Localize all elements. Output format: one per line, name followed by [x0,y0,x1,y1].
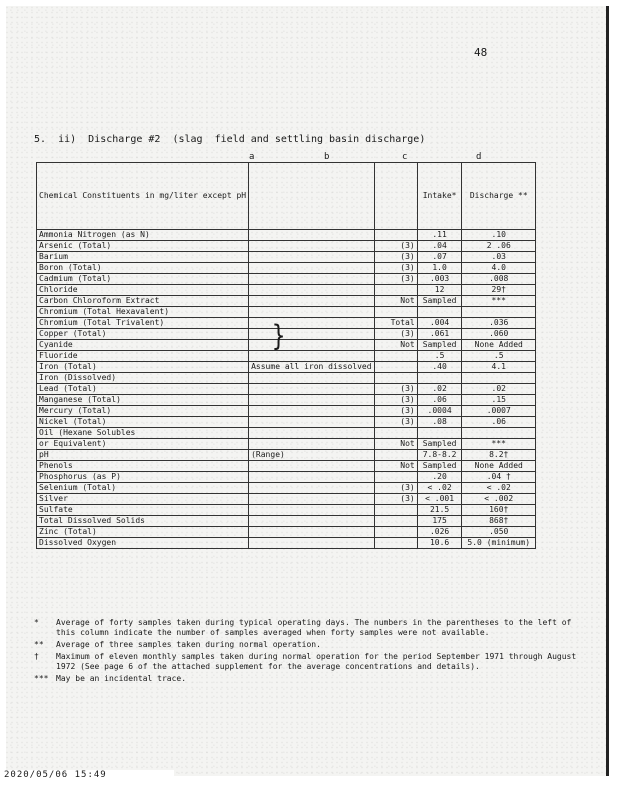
table-row [37,384,536,395]
discharge-value: 868† [462,516,536,527]
constituent-name: Mercury (Total) [37,406,249,417]
table-row [37,538,536,549]
col-a-value: Assume all iron dissolved [249,362,374,373]
col-b-value [374,450,417,461]
col-a-value [249,373,374,384]
constituent-name: Cadmium (Total) [37,274,249,285]
col-a-value [249,230,374,241]
table-row [37,483,536,494]
discharge-value: .0007 [462,406,536,417]
col-a-value [249,252,374,263]
brace-mark: } [272,320,286,353]
table-row [37,527,536,538]
col-b-value: (3) [374,483,417,494]
table-row [37,406,536,417]
col-b-value: (3) [374,241,417,252]
col-b-value [374,516,417,527]
col-a-value [249,505,374,516]
col-a-value [249,340,374,351]
discharge-value [462,428,536,439]
constituent-name: Selenium (Total) [37,483,249,494]
intake-value [417,428,462,439]
table-row [37,362,536,373]
table-row [37,494,536,505]
col-b-value [374,351,417,362]
intake-value: 10.6 [417,538,462,549]
column-letter-b: b [324,152,330,162]
discharge-value: < .002 [462,494,536,505]
col-b-value: Not [374,439,417,450]
intake-value: < .001 [417,494,462,505]
discharge-value: *** [462,439,536,450]
footnote-text: Average of forty samples taken during typical operating days. The numbers in the parentheses to the left of this column indicate the number of samples averaged when forty samples were not available. [56,618,572,637]
table-row [37,450,536,461]
constituent-name: Sulfate [37,505,249,516]
discharge-value: < .02 [462,483,536,494]
col-b-value: (3) [374,395,417,406]
col-b-value: Not [374,461,417,472]
col-b-value [374,538,417,549]
table-row [37,274,536,285]
discharge-value: 4.0 [462,263,536,274]
col-a-value [249,329,374,340]
constituent-name: Total Dissolved Solids [37,516,249,527]
constituents-table [36,162,536,549]
discharge-value: .036 [462,318,536,329]
intake-value: .04 [417,241,462,252]
constituent-name: Ammonia Nitrogen (as N) [37,230,249,241]
col-a-value [249,538,374,549]
constituent-name: Silver [37,494,249,505]
intake-value: 1.0 [417,263,462,274]
col-b-value [374,373,417,384]
intake-value: 175 [417,516,462,527]
col-a-value [249,263,374,274]
constituent-name: Phosphorus (as P) [37,472,249,483]
footnote [34,640,594,650]
table-row [37,252,536,263]
col-a-value [249,483,374,494]
constituent-name: Oil (Hexane Solubles [37,428,249,439]
col-b-value [374,472,417,483]
page-number: 48 [474,46,488,59]
constituent-name: Iron (Dissolved) [37,373,249,384]
col-b-value: (3) [374,252,417,263]
discharge-value: 2 .06 [462,241,536,252]
footnote-text: May be an incidental trace. [56,674,187,683]
table-row [37,329,536,340]
col-a-value [249,417,374,428]
constituent-name: Carbon Chloroform Extract [37,296,249,307]
constituent-name: Chloride [37,285,249,296]
table-row [37,516,536,527]
print-timestamp: 2020/05/06 15:49 [0,770,174,784]
intake-value [417,307,462,318]
table-row [37,241,536,252]
discharge-value: .15 [462,395,536,406]
footnote-mark: † [34,652,39,661]
col-a-value [249,472,374,483]
col-a-value [249,428,374,439]
section-heading: 5. ii) Discharge #2 (slag field and settling basin discharge) [34,134,426,145]
constituent-name: Barium [37,252,249,263]
discharge-value: 5.0 (minimum) [462,538,536,549]
intake-value: .06 [417,395,462,406]
constituent-name: Phenols [37,461,249,472]
constituent-name: Chromium (Total Trivalent) [37,318,249,329]
discharge-value: 4.1 [462,362,536,373]
intake-value: .026 [417,527,462,538]
intake-value: .5 [417,351,462,362]
discharge-value: 160† [462,505,536,516]
footnotes [34,618,594,686]
table-row [37,285,536,296]
col-a-value [249,384,374,395]
column-letter-d: d [476,152,482,162]
intake-value: Sampled [417,340,462,351]
intake-value: < .02 [417,483,462,494]
constituent-name: Copper (Total) [37,329,249,340]
discharge-value: 8.2† [462,450,536,461]
constituent-name: Zinc (Total) [37,527,249,538]
constituent-name: Fluoride [37,351,249,362]
footnote [34,618,594,638]
column-letter-c: c [402,152,408,162]
col-a-value [249,296,374,307]
discharge-value: 29† [462,285,536,296]
constituent-name: or Equivalent) [37,439,249,450]
col-a-value [249,461,374,472]
col-b-value: (3) [374,406,417,417]
column-letter-a: a [249,152,255,162]
discharge-value: .060 [462,329,536,340]
col-b-value [374,230,417,241]
constituent-name: Iron (Total) [37,362,249,373]
col-a-value [249,527,374,538]
intake-value: .40 [417,362,462,373]
discharge-value: .008 [462,274,536,285]
col-b-value: (3) [374,329,417,340]
col-b-value [374,362,417,373]
table-row [37,472,536,483]
table-row [37,307,536,318]
table-row [37,505,536,516]
table-row [37,439,536,450]
table-row [37,461,536,472]
discharge-value: None Added [462,461,536,472]
table-row [37,230,536,241]
intake-value: .061 [417,329,462,340]
footnote-text: Average of three samples taken during normal operation. [56,640,321,649]
col-b-value: (3) [374,384,417,395]
table-row [37,318,536,329]
col-b-value [374,527,417,538]
constituent-name: Nickel (Total) [37,417,249,428]
footnote-mark: ** [34,640,44,649]
header-discharge: Discharge ** [462,163,536,230]
header-col-b [374,163,417,230]
footnote-mark: * [34,618,39,627]
intake-value: Sampled [417,439,462,450]
intake-value: 12 [417,285,462,296]
table-row [37,417,536,428]
col-b-value [374,505,417,516]
col-b-value [374,428,417,439]
intake-value: .08 [417,417,462,428]
constituent-name: pH [37,450,249,461]
col-b-value: (3) [374,494,417,505]
col-b-value: Not [374,296,417,307]
header-chemical: Chemical Constituents in mg/liter except pH [37,163,249,230]
col-b-value: Not [374,340,417,351]
intake-value: .20 [417,472,462,483]
intake-value: .004 [417,318,462,329]
discharge-value: .10 [462,230,536,241]
header-col-a [249,163,374,230]
table-header-row [37,163,536,230]
constituent-name: Cyanide [37,340,249,351]
table-row [37,263,536,274]
col-a-value [249,318,374,329]
table-row [37,428,536,439]
col-b-value [374,285,417,296]
col-a-value: (Range) [249,450,374,461]
discharge-value: None Added [462,340,536,351]
intake-value: .02 [417,384,462,395]
col-a-value [249,274,374,285]
discharge-value: .5 [462,351,536,362]
table-row [37,340,536,351]
footnote-mark: *** [34,674,49,683]
discharge-value: .06 [462,417,536,428]
discharge-value: .03 [462,252,536,263]
document-page [6,6,609,776]
intake-value: .11 [417,230,462,241]
intake-value: Sampled [417,296,462,307]
table-row [37,296,536,307]
constituent-name: Boron (Total) [37,263,249,274]
intake-value: 7.8-8.2 [417,450,462,461]
intake-value: .003 [417,274,462,285]
intake-value: Sampled [417,461,462,472]
header-intake: Intake* [417,163,462,230]
table-row [37,395,536,406]
intake-value [417,373,462,384]
constituent-name: Manganese (Total) [37,395,249,406]
constituent-name: Arsenic (Total) [37,241,249,252]
col-a-value [249,439,374,450]
col-b-value: (3) [374,274,417,285]
col-b-value: (3) [374,417,417,428]
col-a-value [249,351,374,362]
discharge-value: .04 † [462,472,536,483]
col-b-value: Total [374,318,417,329]
col-b-value: (3) [374,263,417,274]
discharge-value [462,373,536,384]
constituent-name: Dissolved Oxygen [37,538,249,549]
col-a-value [249,406,374,417]
footnote [34,652,594,672]
constituent-name: Chromium (Total Hexavalent) [37,307,249,318]
intake-value: 21.5 [417,505,462,516]
col-a-value [249,395,374,406]
col-a-value [249,241,374,252]
col-a-value [249,494,374,505]
col-a-value [249,307,374,318]
table-row [37,351,536,362]
discharge-value: .02 [462,384,536,395]
constituent-name: Lead (Total) [37,384,249,395]
discharge-value: *** [462,296,536,307]
intake-value: .0004 [417,406,462,417]
discharge-value: .050 [462,527,536,538]
col-b-value [374,307,417,318]
footnote [34,674,594,684]
col-a-value [249,285,374,296]
footnote-text: Maximum of eleven monthly samples taken during normal operation for the period September 1971 through August 1972 (See page 6 of the attached supplement for the average concentrations and details). [56,652,577,671]
table-row [37,373,536,384]
discharge-value [462,307,536,318]
intake-value: .07 [417,252,462,263]
col-a-value [249,516,374,527]
